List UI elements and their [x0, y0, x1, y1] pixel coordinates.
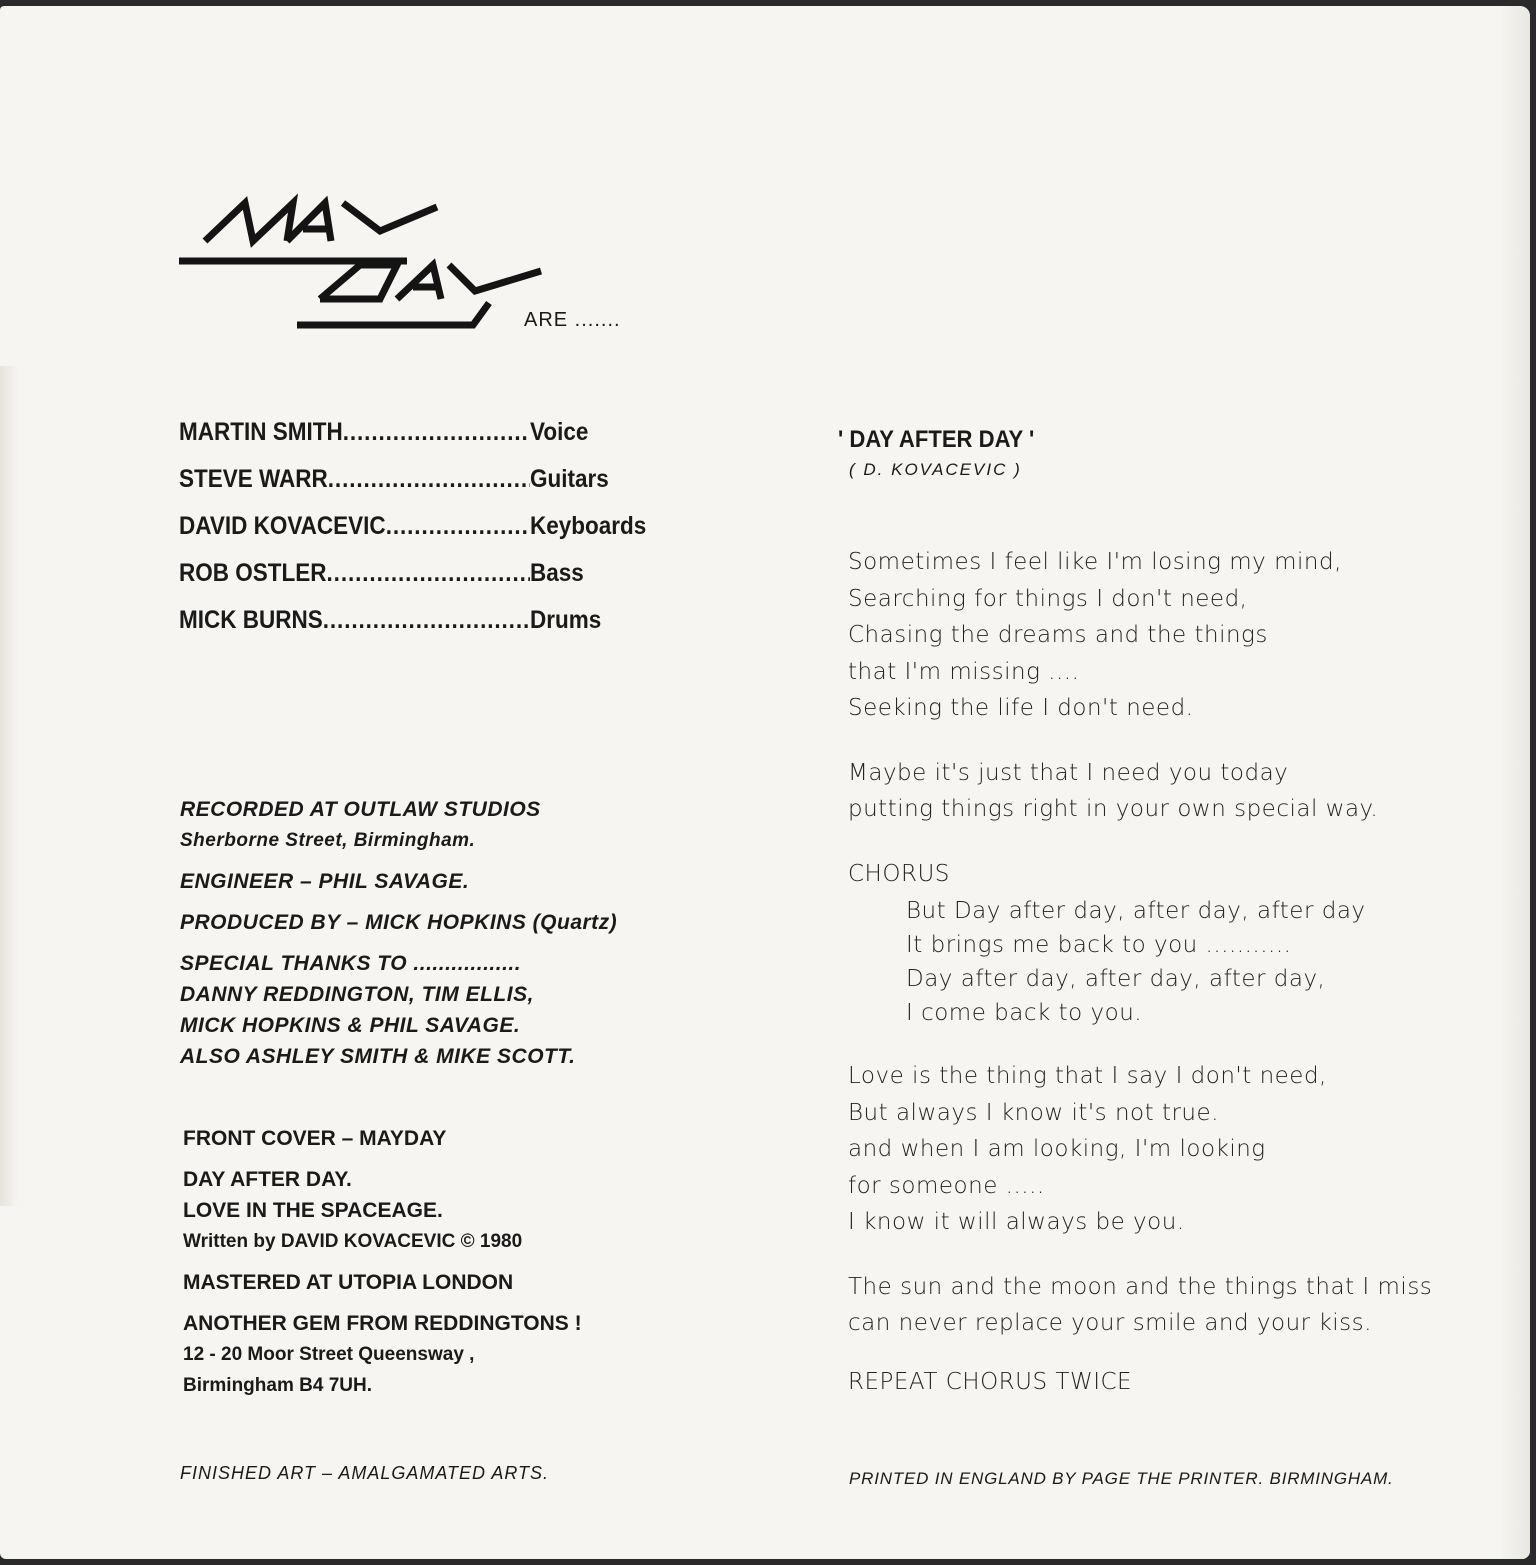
track-title: DAY AFTER DAY.: [183, 1168, 352, 1191]
thanks-line: ALSO ASHLEY SMITH & MIKE SCOTT.: [180, 1045, 576, 1068]
dot-leader: [386, 512, 530, 541]
songwriter-credit: ( D. KOVACEVIC ): [849, 460, 1022, 479]
lyric-line: The sun and the moon and the things that I miss: [848, 1273, 1433, 1300]
lyric-line: that I'm missing ....: [848, 658, 1080, 685]
verse: [848, 544, 1488, 727]
writer-credit: Written by DAVID KOVACEVIC © 1980: [183, 1231, 523, 1252]
sleeve-edge-shadow: [0, 366, 18, 1206]
member-name: MARTIN SMITH: [179, 418, 343, 446]
lineup-row: [179, 465, 647, 512]
chorus: [848, 856, 1488, 1031]
lineup-row: [179, 418, 647, 465]
lyric-line: But Day after day, after day, after day: [906, 898, 1366, 924]
track-title: LOVE IN THE SPACEAGE.: [183, 1199, 443, 1222]
lyric-line: But always I know it's not true.: [848, 1099, 1219, 1126]
lineup-row: [179, 606, 647, 653]
engineer-line: ENGINEER – PHIL SAVAGE.: [180, 870, 470, 893]
member-role: Bass: [530, 559, 584, 587]
verse: [848, 1058, 1488, 1241]
dot-leader: [323, 606, 530, 635]
lyric-line: can never replace your smile and your kiss.: [848, 1310, 1372, 1336]
member-role: Drums: [530, 606, 602, 634]
member-name: ROB OSTLER: [179, 559, 327, 587]
recorded-line: RECORDED AT OUTLAW STUDIOS: [180, 798, 541, 821]
member-role: Keyboards: [530, 512, 647, 540]
band-lineup: [179, 418, 699, 653]
lyric-line: Maybe it's just that I need you today: [848, 759, 1289, 786]
member-name: DAVID KOVACEVIC: [179, 512, 386, 540]
dot-leader: [328, 465, 530, 494]
thanks-line: MICK HOPKINS & PHIL SAVAGE.: [180, 1014, 521, 1037]
thanks-line: DANNY REDDINGTON, TIM ELLIS,: [180, 983, 534, 1006]
repeat-instruction: REPEAT CHORUS TWICE: [848, 1368, 1133, 1395]
label-address: Birmingham B4 7UH.: [183, 1375, 372, 1396]
lyric-line: putting things right in your own special way.: [848, 796, 1379, 822]
lyric-line: and when I am looking, I'm looking: [848, 1136, 1266, 1162]
bridge: [848, 755, 1488, 828]
printer-credit: PRINTED IN ENGLAND BY PAGE THE PRINTER. BIRMINGHAM.: [849, 1469, 1394, 1488]
finished-art-credit: FINISHED ART – AMALGAMATED ARTS.: [180, 1463, 550, 1483]
lyric-line: Sometimes I feel like I'm losing my mind,: [848, 549, 1342, 575]
lyric-line: Love is the thing that I say I don't need,: [848, 1063, 1327, 1089]
studio-address: Sherborne Street, Birmingham.: [180, 830, 476, 851]
lyric-line: for someone .....: [848, 1172, 1045, 1199]
member-name: STEVE WARR: [179, 465, 328, 493]
lyric-line: Day after day, after day, after day,: [906, 966, 1326, 992]
lyric-line: Chasing the dreams and the things: [848, 622, 1268, 648]
recording-credits: [180, 794, 660, 1072]
bridge: [848, 1269, 1488, 1342]
lyric-line: Searching for things I don't need,: [848, 585, 1248, 612]
dot-leader: [327, 559, 530, 588]
thanks-heading: SPECIAL THANKS TO .................: [180, 952, 522, 975]
member-name: MICK BURNS: [179, 606, 323, 634]
lyric-line: It brings me back to you ...........: [906, 932, 1292, 958]
song-title: ' DAY AFTER DAY ': [838, 426, 1035, 453]
lineup-row: [179, 512, 647, 559]
mastering-credit: MASTERED AT UTOPIA LONDON: [183, 1271, 514, 1294]
lyric-line: Seeking the life I don't need.: [848, 695, 1194, 721]
sleeve-edge-shadow: [1500, 6, 1530, 1559]
lyrics: [848, 544, 1488, 1400]
record-sleeve: [0, 6, 1530, 1559]
lyric-line: I know it will always be you.: [848, 1209, 1185, 1235]
logo-suffix: ARE .......: [524, 309, 621, 331]
member-role: Guitars: [530, 465, 609, 493]
front-cover-credit: FRONT COVER – MAYDAY: [183, 1127, 447, 1150]
chorus-label: CHORUS: [848, 860, 950, 887]
label-address: 12 - 20 Moor Street Queensway ,: [183, 1344, 475, 1365]
mayday-logo: [175, 191, 555, 341]
lyric-line: I come back to you.: [906, 1000, 1143, 1026]
member-role: Voice: [530, 418, 589, 446]
lineup-row: [179, 559, 647, 606]
release-info: [183, 1123, 663, 1401]
dot-leader: [343, 418, 530, 447]
producer-line: PRODUCED BY – MICK HOPKINS (Quartz): [180, 911, 618, 934]
label-line: ANOTHER GEM FROM REDDINGTONS !: [183, 1312, 582, 1335]
